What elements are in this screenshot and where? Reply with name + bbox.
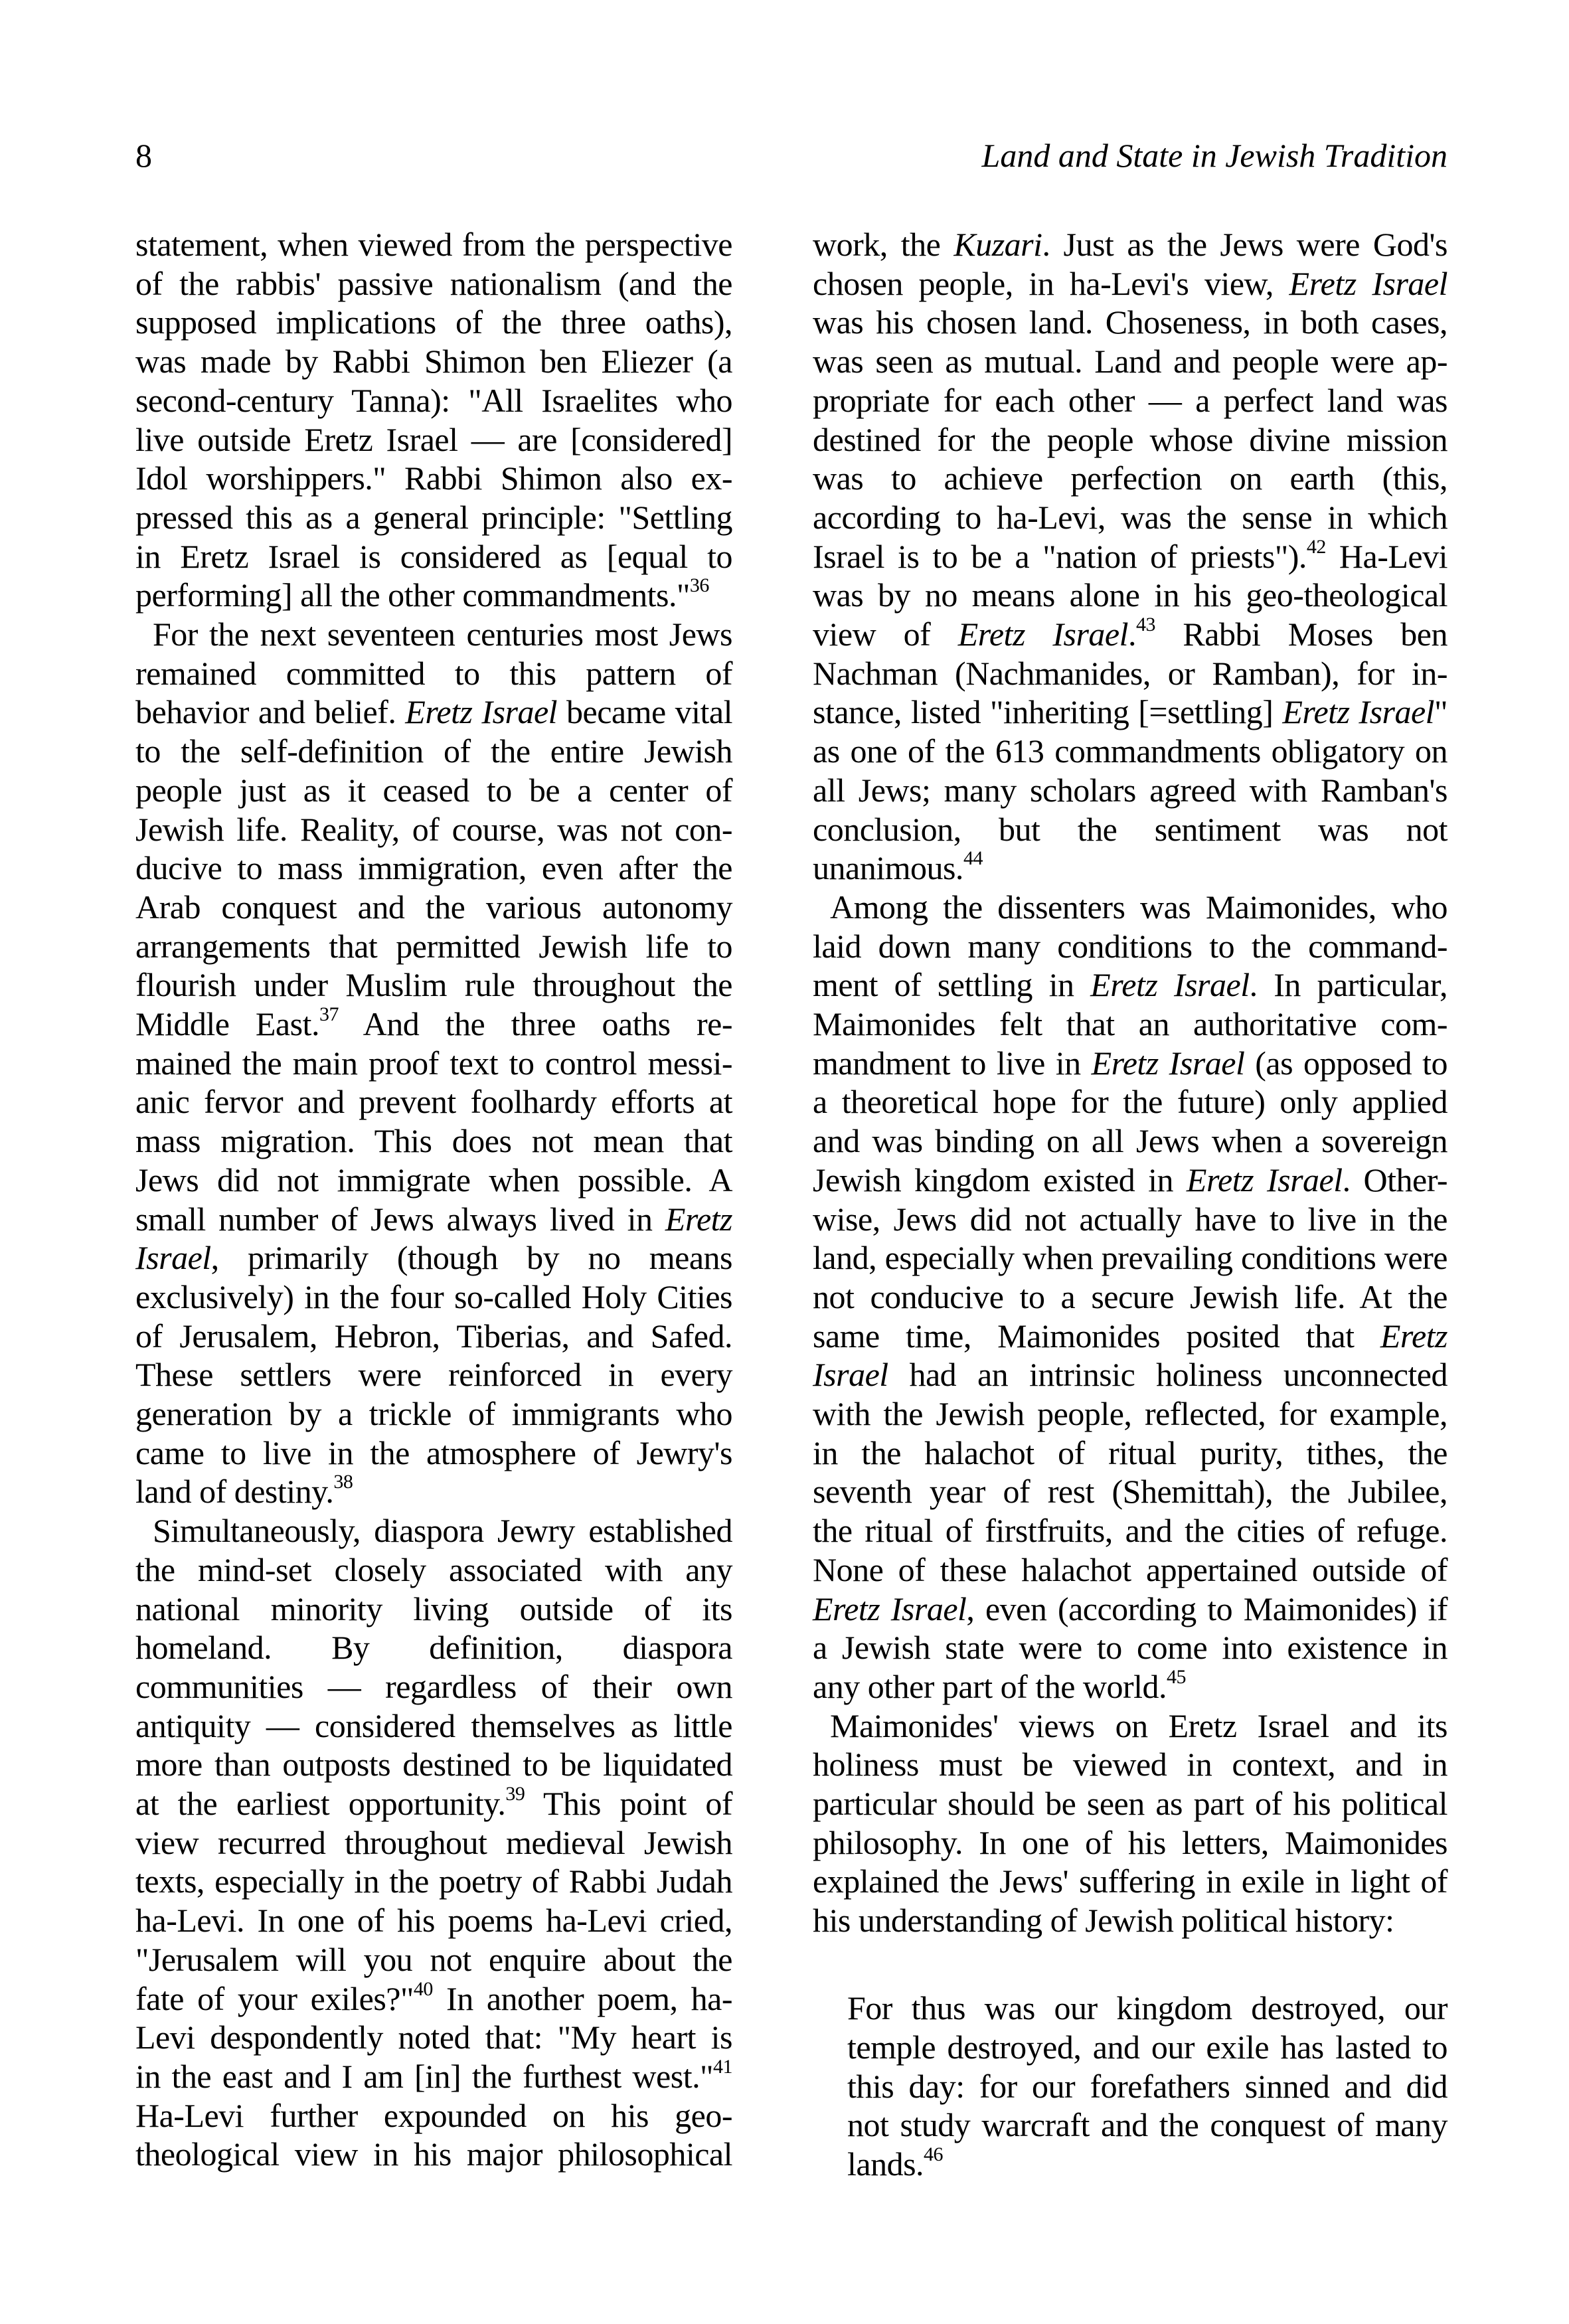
text-run: Idol worshippers." Rabbi Shimon also ex- (135, 459, 732, 497)
text-line (135, 1784, 732, 1823)
italic-text: Eretz Israel (957, 616, 1128, 653)
text-line (135, 1940, 732, 1979)
text-run: anic fervor and prevent foolhardy efforts at (135, 1083, 732, 1121)
italic-text: Eretz Israel (1090, 966, 1250, 1004)
text-line (135, 576, 732, 614)
text-line (135, 2096, 732, 2135)
text-run: "Jerusalem will you not enquire about the (135, 1940, 732, 1978)
text-line (813, 1278, 1447, 1316)
text-run: ha-Levi. In one of his poems ha-Levi cried, (135, 1902, 732, 1940)
text-line (813, 1005, 1447, 1043)
text-run: people just as it ceased to be a center of (135, 771, 732, 809)
text-line (135, 264, 732, 303)
text-run: the mind-set closely associated with any (135, 1550, 732, 1588)
text-run: became vital (557, 693, 733, 731)
text-line (135, 615, 732, 653)
text-line (135, 1317, 732, 1355)
footnote-marker: 45 (1167, 1665, 1187, 1688)
text-run: came to live in the atmosphere of Jewry's (135, 1434, 732, 1471)
text-line (813, 1472, 1447, 1511)
footnote-marker: 43 (1136, 614, 1155, 635)
text-line (813, 576, 1447, 614)
text-line (813, 225, 1447, 264)
text-run: seventh year of rest (Shemittah), the Jubilee, (813, 1473, 1447, 1511)
text-run: . In particular, (1249, 966, 1448, 1004)
text-run: not study warcraft and the conquest of many (847, 2106, 1447, 2144)
block-quote-line (847, 2106, 1447, 2144)
text-line (813, 1862, 1447, 1900)
text-run: view of (813, 616, 958, 653)
text-line (135, 1121, 732, 1160)
text-run: generation by a trickle of immigrants who (135, 1395, 732, 1432)
text-run: mained the main proof text to control messi- (135, 1044, 732, 1082)
text-run: more than outposts destined to be liquidated (135, 1746, 732, 1784)
text-line (135, 1511, 732, 1550)
text-run: all Jews; many scholars agreed with Ramban's (813, 771, 1447, 809)
text-run: pressed this as a general principle: "Settling (135, 498, 732, 536)
text-run: And the three oaths re- (338, 1005, 732, 1042)
text-line (813, 303, 1447, 341)
text-line (135, 1628, 732, 1667)
text-run: arrangements that permitted Jewish life to (135, 927, 732, 965)
text-run: Jews did not immigrate when possible. A (135, 1161, 732, 1199)
text-line (135, 498, 732, 537)
text-line (813, 771, 1447, 809)
text-run: antiquity — considered themselves as little (135, 1706, 732, 1744)
text-line (813, 1550, 1447, 1589)
text-line (135, 1161, 732, 1199)
text-line (135, 537, 732, 576)
text-run: view recurred throughout medieval Jewish (135, 1823, 732, 1861)
text-run: In another poem, ha- (432, 1979, 732, 2017)
text-line (135, 1550, 732, 1589)
text-run: behavior and belief. (135, 693, 406, 731)
text-line (813, 1667, 1447, 1706)
block-quote-line (847, 2028, 1447, 2066)
text-run: wise, Jews did not actually have to live in the (813, 1200, 1447, 1238)
text-run: statement, when viewed from the perspective (135, 226, 732, 263)
text-run: was his chosen land. Choseness, in both cases, (813, 303, 1447, 341)
text-run: ducive to mass immigration, even after the (135, 849, 732, 887)
text-run: particular should be seen as part of his political (813, 1785, 1447, 1822)
text-line (135, 1200, 732, 1238)
text-run: had an intrinsic holiness unconnected (888, 1356, 1447, 1394)
text-run: theological view in his major philosophical (135, 2135, 732, 2173)
text-run: For the next seventeen centuries most Jews (153, 616, 732, 653)
text-run: any other part of the world. (813, 1667, 1167, 1705)
text-line (813, 1901, 1447, 1940)
text-line (813, 1745, 1447, 1784)
text-run: mass migration. This does not mean that (135, 1122, 732, 1160)
text-line (135, 342, 732, 380)
footnote-marker: 46 (924, 2143, 944, 2165)
text-run: Arab conquest and the various autonomy (135, 888, 732, 926)
text-run: texts, especially in the poetry of Rabbi Judah (135, 1863, 732, 1900)
text-line (135, 2018, 732, 2056)
text-line (135, 1706, 732, 1745)
text-line (813, 537, 1447, 576)
text-line (135, 1472, 732, 1511)
page-number: 8 (135, 137, 152, 174)
text-run: land, especially when prevailing conditions were (813, 1239, 1447, 1277)
text-line (813, 927, 1447, 965)
block-quote-line (847, 2067, 1447, 2106)
text-run: homeland. By definition, diaspora (135, 1629, 732, 1667)
text-run: . (1128, 616, 1136, 653)
footnote-marker: 40 (413, 1977, 433, 2000)
text-run: exclusively) in the four so-called Holy Cities (135, 1278, 732, 1315)
text-line (813, 381, 1447, 420)
text-run: destined for the people whose divine mission (813, 420, 1447, 458)
text-run: communities — regardless of their own (135, 1667, 732, 1705)
text-run: explained the Jews' suffering in exile in light of (813, 1863, 1447, 1900)
text-run: at the earliest opportunity. (135, 1785, 506, 1822)
text-line (813, 1121, 1447, 1160)
text-line (813, 459, 1447, 497)
text-run: in the east and I am [in] the furthest west." (135, 2057, 713, 2095)
text-line (135, 420, 732, 459)
text-run: Jewish life. Reality, of course, was not con- (135, 810, 732, 848)
text-line (135, 2057, 732, 2096)
italic-text: Eretz (1380, 1317, 1447, 1355)
text-run: unanimous. (813, 849, 963, 887)
text-line (813, 732, 1447, 770)
text-line (813, 810, 1447, 849)
text-run: was by no means alone in his geo-theological (813, 576, 1447, 614)
text-run: chosen people, in ha-Levi's view, (813, 264, 1289, 302)
text-run: . Other- (1342, 1161, 1447, 1199)
text-line (813, 1706, 1447, 1745)
text-line (135, 654, 732, 693)
block-quote-line (847, 1989, 1447, 2027)
text-run: as one of the 613 commandments obligatory on (813, 732, 1447, 770)
text-line (135, 888, 732, 926)
text-line (813, 1317, 1447, 1355)
italic-text: Israel (813, 1356, 888, 1394)
text-line (135, 1005, 732, 1043)
text-run: land of destiny. (135, 1473, 334, 1511)
text-run: live outside Eretz Israel — are [considered] (135, 420, 732, 458)
text-run: propriate for each other — a perfect land was (813, 381, 1447, 419)
text-run: of Jerusalem, Hebron, Tiberias, and Safed. (135, 1317, 732, 1355)
text-run: philosophy. In one of his letters, Maimonides (813, 1823, 1447, 1861)
text-run: with the Jewish people, reflected, for example, (813, 1395, 1447, 1432)
text-line (135, 2135, 732, 2173)
text-line (813, 965, 1447, 1004)
text-run: Maimonides' views on Eretz Israel and its (830, 1706, 1447, 1744)
text-run: stance, listed "inheriting [=settling] (813, 693, 1283, 731)
text-line (135, 1901, 732, 1940)
text-run: supposed implications of the three oaths), (135, 303, 732, 341)
text-run: a theoretical hope for the future) only applied (813, 1083, 1447, 1121)
block-quote-line (847, 2145, 1447, 2183)
text-run: Levi despondently noted that: "My heart is (135, 2019, 732, 2056)
text-line (813, 1628, 1447, 1667)
text-run: Jewish kingdom existed in (813, 1161, 1187, 1199)
text-run: second-century Tanna): "All Israelites who (135, 381, 732, 419)
text-run: this day: for our forefathers sinned and did (847, 2067, 1447, 2105)
text-run: Middle East. (135, 1005, 319, 1042)
text-line (813, 888, 1447, 926)
text-line (813, 1200, 1447, 1238)
text-run: was made by Rabbi Shimon ben Eliezer (a (135, 343, 732, 380)
italic-text: Eretz Israel (1282, 693, 1435, 731)
text-run: For thus was our kingdom destroyed, our (847, 1989, 1447, 2027)
text-line (135, 1355, 732, 1394)
text-run: (as opposed to (1244, 1044, 1447, 1082)
italic-text: Kuzari (953, 226, 1042, 263)
italic-text: Eretz Israel (405, 693, 558, 731)
text-run: conclusion, but the sentiment was not (813, 810, 1447, 848)
footnote-marker: 44 (963, 847, 983, 870)
text-line (813, 1161, 1447, 1199)
text-run: same time, Maimonides posited that (813, 1317, 1380, 1355)
text-run: performing] all the other commandments." (135, 576, 690, 614)
text-run: Among the dissenters was Maimonides, who (830, 888, 1447, 926)
footnote-marker: 42 (1306, 535, 1326, 558)
text-run: a Jewish state were to come into existence in (813, 1629, 1447, 1667)
text-line (135, 1862, 732, 1900)
text-line (813, 1044, 1447, 1082)
text-line (135, 1667, 732, 1706)
text-line (135, 1082, 732, 1121)
text-run: . Just as the Jews were God's (1042, 226, 1447, 263)
text-run: fate of your exiles?" (135, 1979, 414, 2017)
text-line (135, 1823, 732, 1862)
text-line (813, 1394, 1447, 1433)
text-line (135, 771, 732, 809)
text-line (135, 927, 732, 965)
text-run: Israel is to be a "nation of priests"). (813, 537, 1307, 575)
text-line (135, 1044, 732, 1082)
footnote-marker: 37 (319, 1003, 339, 1025)
text-line (135, 381, 732, 420)
text-line (813, 693, 1447, 731)
text-line (135, 459, 732, 497)
footnote-marker: 39 (505, 1783, 525, 1805)
text-run: to the self-definition of the entire Jewish (135, 732, 732, 770)
italic-text: Eretz Israel (1289, 264, 1447, 302)
text-run: Ha-Levi (1325, 537, 1447, 575)
text-run: not conducive to a secure Jewish life. At the (813, 1278, 1447, 1315)
text-run: Simultaneously, diaspora Jewry established (153, 1512, 732, 1550)
text-run: lands. (847, 2145, 924, 2183)
text-line (135, 1590, 732, 1628)
text-line (135, 1979, 732, 2018)
text-line (813, 1590, 1447, 1628)
text-run: These settlers were reinforced in every (135, 1356, 732, 1394)
text-run: " (1434, 693, 1447, 731)
running-head: Land and State in Jewish Tradition (981, 137, 1447, 174)
text-run: ment of settling in (813, 966, 1091, 1004)
text-run: according to ha-Levi, was the sense in which (813, 498, 1447, 536)
text-line (135, 303, 732, 341)
text-line (813, 1238, 1447, 1277)
text-line (135, 965, 732, 1004)
italic-text: Eretz Israel (1091, 1044, 1245, 1082)
text-line (813, 654, 1447, 693)
footnote-marker: 41 (713, 2055, 732, 2078)
text-run: small number of Jews always lived in (135, 1200, 665, 1238)
text-run: laid down many conditions to the command- (813, 927, 1447, 965)
text-run: , even (according to Maimonides) if (966, 1590, 1448, 1627)
text-run: flourish under Muslim rule throughout the (135, 966, 732, 1004)
text-line (813, 1434, 1447, 1472)
text-run: and was binding on all Jews when a sovereign (813, 1122, 1447, 1160)
text-line (135, 225, 732, 264)
text-line (135, 732, 732, 770)
footnote-marker: 38 (333, 1471, 353, 1493)
text-run: temple destroyed, and our exile has lasted to (847, 2028, 1447, 2066)
text-run: national minority living outside of its (135, 1590, 732, 1627)
text-line (813, 1784, 1447, 1823)
text-run: remained committed to this pattern of (135, 654, 732, 692)
text-run: None of these halachot appertained outside of (813, 1550, 1447, 1588)
text-run: This point of (525, 1785, 732, 1822)
text-line (813, 849, 1447, 887)
italic-text: Israel (135, 1239, 211, 1277)
text-run: Nachman (Nachmanides, or Ramban), for in- (813, 654, 1447, 692)
text-run: work, the (813, 226, 954, 263)
footnote-marker: 36 (689, 574, 709, 597)
text-line (135, 1394, 732, 1433)
text-run: holiness must be viewed in context, and in (813, 1746, 1447, 1784)
text-line (813, 615, 1447, 653)
italic-text: Eretz Israel (1186, 1161, 1343, 1199)
text-line (135, 1745, 732, 1784)
italic-text: Eretz Israel (813, 1590, 967, 1627)
text-run: in the halachot of ritual purity, tithes, the (813, 1434, 1447, 1471)
text-run: of the rabbis' passive nationalism (and the (135, 264, 732, 302)
text-line (135, 810, 732, 849)
text-line (135, 693, 732, 731)
text-line (813, 264, 1447, 303)
text-line (813, 1355, 1447, 1394)
text-run: , primarily (though by no means (210, 1239, 732, 1277)
text-run: in Eretz Israel is considered as [equal to (135, 537, 732, 575)
text-line (135, 849, 732, 887)
text-run: the ritual of firstfruits, and the cities of refuge. (813, 1512, 1447, 1550)
text-line (813, 342, 1447, 380)
text-line (135, 1238, 732, 1277)
text-line (813, 1823, 1447, 1862)
text-line (813, 1082, 1447, 1121)
text-run: Rabbi Moses ben (1155, 616, 1447, 653)
text-run: Maimonides felt that an authoritative com- (813, 1005, 1447, 1042)
italic-text: Eretz (665, 1200, 732, 1238)
text-run: mandment to live in (813, 1044, 1092, 1082)
text-line (813, 498, 1447, 537)
text-line (135, 1278, 732, 1316)
text-line (813, 420, 1447, 459)
text-run: Ha-Levi further expounded on his geo- (135, 2096, 732, 2134)
text-line (813, 1511, 1447, 1550)
text-run: was seen as mutual. Land and people were ap- (813, 343, 1447, 380)
text-run: was to achieve perfection on earth (this, (813, 459, 1447, 497)
text-line (135, 1434, 732, 1472)
text-run: his understanding of Jewish political history: (813, 1902, 1394, 1940)
